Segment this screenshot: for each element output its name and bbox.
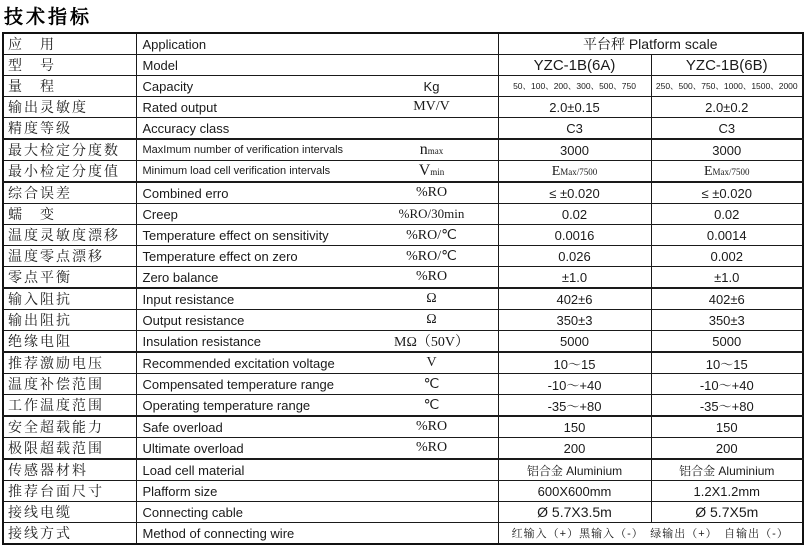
unit-nmax bbox=[366, 141, 498, 159]
spec-table bbox=[2, 32, 804, 545]
label-en-text: Recommended excitation voltage bbox=[142, 355, 335, 371]
unit-text: Ω bbox=[426, 312, 437, 327]
row-rated-output bbox=[3, 97, 803, 118]
label-cn-creep: 蠕 变 bbox=[3, 204, 136, 225]
value-accuracy-6b: C3 bbox=[651, 118, 803, 140]
value-rated-output-6a: 2.0±0.15 bbox=[498, 97, 651, 118]
label-en-text: Accuracy class bbox=[142, 120, 230, 136]
label-en-input-resistance bbox=[136, 288, 498, 310]
value-vmin-6b bbox=[651, 161, 803, 183]
value-platform-size-6b: 1.2X1.2mm bbox=[651, 481, 803, 502]
label-cn-output-resistance: 输出阻抗 bbox=[3, 310, 136, 331]
row-max-verification-intervals bbox=[3, 139, 803, 161]
row-operating-temp-range bbox=[3, 395, 803, 417]
value-material-6a: 铝合金 Aluminium bbox=[498, 459, 651, 481]
label-en-text: Load cell material bbox=[142, 462, 245, 478]
row-input-resistance bbox=[3, 288, 803, 310]
row-zero-balance bbox=[3, 267, 803, 289]
label-cn-material: 传感器材料 bbox=[3, 459, 136, 481]
unit-vmin bbox=[366, 162, 498, 180]
unit-text: Ω bbox=[426, 291, 437, 306]
unit-text: %RO bbox=[415, 419, 448, 434]
label-en-text: Ultimate overload bbox=[142, 440, 244, 456]
value-creep-6b: 0.02 bbox=[651, 204, 803, 225]
value-model-6a: YZC-1B(6A) bbox=[498, 55, 651, 76]
label-en-excitation bbox=[136, 352, 498, 374]
label-en-operating-temp bbox=[136, 395, 498, 417]
value-output-resistance-6a: 350±3 bbox=[498, 310, 651, 331]
value-combined-error-6b: ≤ ±0.020 bbox=[651, 182, 803, 204]
label-cn-safe-overload: 安全超载能力 bbox=[3, 416, 136, 438]
unit-text: MΩ（50V） bbox=[394, 335, 469, 350]
unit-subscript: min bbox=[430, 167, 445, 177]
value-excitation-6a: 10～15 bbox=[498, 352, 651, 374]
label-en-text: Zero balance bbox=[142, 269, 219, 285]
value-platform-size-6a: 600X600mm bbox=[498, 481, 651, 502]
label-en-text: Insulation resistance bbox=[142, 333, 262, 349]
label-en-text: MaxImum number of verification intervals bbox=[142, 144, 344, 156]
label-cn-vmin: 最小检定分度值 bbox=[3, 161, 136, 183]
page-title: 技术指标 bbox=[4, 7, 93, 28]
label-en-text: Temperature effect on zero bbox=[142, 248, 298, 264]
value-model-6b: YZC-1B(6B) bbox=[651, 55, 803, 76]
row-safe-overload bbox=[3, 416, 803, 438]
value-zero-balance-6a: ±1.0 bbox=[498, 267, 651, 289]
label-cn-cable: 接线电缆 bbox=[3, 502, 136, 523]
label-en-safe-overload bbox=[136, 416, 498, 438]
row-capacity bbox=[3, 76, 803, 97]
label-en-cable bbox=[136, 502, 498, 523]
label-en-zero-balance bbox=[136, 267, 498, 289]
label-cn-model: 型 号 bbox=[3, 55, 136, 76]
label-cn-input-resistance: 输入阻抗 bbox=[3, 288, 136, 310]
value-temp-zero-6a: 0.026 bbox=[498, 246, 651, 267]
label-en-nmax bbox=[136, 139, 498, 161]
row-insulation-resistance bbox=[3, 331, 803, 353]
value-application-span: 平台秤 Platform scale bbox=[498, 33, 803, 55]
label-en-text: Connecting cable bbox=[142, 504, 243, 520]
unit-symbol: V bbox=[418, 162, 431, 179]
row-model bbox=[3, 55, 803, 76]
row-excitation-voltage bbox=[3, 352, 803, 374]
label-en-creep bbox=[136, 204, 498, 225]
label-cn-compensated-temp: 温度补偿范围 bbox=[3, 374, 136, 395]
row-temp-effect-zero bbox=[3, 246, 803, 267]
label-en-text: Safe overload bbox=[142, 419, 223, 435]
label-cn-temp-sensitivity: 温度灵敏度漂移 bbox=[3, 225, 136, 246]
value-operating-temp-6b: -35～+80 bbox=[651, 395, 803, 417]
value-accuracy-6a: C3 bbox=[498, 118, 651, 140]
unit-text: %RO bbox=[415, 185, 448, 200]
label-cn-temp-zero: 温度零点漂移 bbox=[3, 246, 136, 267]
label-en-text: Model bbox=[142, 57, 178, 73]
row-temp-effect-sensitivity bbox=[3, 225, 803, 246]
value-zero-balance-6b: ±1.0 bbox=[651, 267, 803, 289]
row-accuracy-class bbox=[3, 118, 803, 140]
value-combined-error-6a: ≤ ±0.020 bbox=[498, 182, 651, 204]
unit-text: %RO/℃ bbox=[406, 227, 457, 243]
value-subscript: Max/7500 bbox=[560, 166, 598, 177]
row-compensated-temp-range bbox=[3, 374, 803, 395]
label-cn-operating-temp: 工作温度范围 bbox=[3, 395, 136, 417]
row-platform-size bbox=[3, 481, 803, 502]
value-cable-6a: Ø 5.7X3.5m bbox=[498, 502, 651, 523]
unit-text: %RO/℃ bbox=[406, 248, 457, 264]
value-symbol: E bbox=[703, 163, 713, 179]
label-cn-combined-error: 综合误差 bbox=[3, 182, 136, 204]
label-en-wire-method bbox=[136, 523, 498, 545]
label-en-text: Application bbox=[142, 36, 207, 52]
label-en-rated-output bbox=[136, 97, 498, 118]
value-creep-6a: 0.02 bbox=[498, 204, 651, 225]
label-en-text: Plafform size bbox=[142, 483, 218, 499]
unit-text: %RO bbox=[415, 269, 448, 284]
value-material-6b: 铝合金 Aluminium bbox=[651, 459, 803, 481]
label-cn-capacity: 量 程 bbox=[3, 76, 136, 97]
value-ultimate-overload-6b: 200 bbox=[651, 438, 803, 460]
label-en-text: Compensated temperature range bbox=[142, 376, 335, 392]
value-nmax-6a: 3000 bbox=[498, 139, 651, 161]
row-combined-error bbox=[3, 182, 803, 204]
unit-symbol: n bbox=[419, 141, 428, 158]
value-output-resistance-6b: 350±3 bbox=[651, 310, 803, 331]
label-en-material bbox=[136, 459, 498, 481]
label-cn-ultimate-overload: 极限超载范围 bbox=[3, 438, 136, 460]
label-en-combined-error bbox=[136, 182, 498, 204]
label-en-text: Capacity bbox=[142, 78, 194, 94]
label-en-output-resistance bbox=[136, 310, 498, 331]
label-cn-excitation: 推荐激励电压 bbox=[3, 352, 136, 374]
spec-table-body bbox=[3, 33, 803, 544]
label-cn-zero-balance: 零点平衡 bbox=[3, 267, 136, 289]
value-temp-sensitivity-6a: 0.0016 bbox=[498, 225, 651, 246]
unit-text: Kg bbox=[423, 78, 440, 94]
unit-subscript: max bbox=[427, 146, 444, 156]
label-en-application bbox=[136, 33, 498, 55]
label-en-text: Operating temperature range bbox=[142, 397, 311, 413]
label-cn-accuracy: 精度等级 bbox=[3, 118, 136, 140]
row-load-cell-material bbox=[3, 459, 803, 481]
unit-text: %RO/30min bbox=[398, 206, 465, 221]
label-cn-wire-method: 接线方式 bbox=[3, 523, 136, 545]
value-temp-zero-6b: 0.002 bbox=[651, 246, 803, 267]
label-en-text: Temperature effect on sensitivity bbox=[142, 227, 329, 243]
value-symbol: E bbox=[551, 163, 561, 179]
label-cn-rated-output: 输出灵敏度 bbox=[3, 97, 136, 118]
value-operating-temp-6a: -35～+80 bbox=[498, 395, 651, 417]
value-capacity-6a: 50、100、200、300、500、750 bbox=[498, 76, 651, 97]
value-subscript: Max/7500 bbox=[712, 166, 750, 177]
label-en-capacity bbox=[136, 76, 498, 97]
value-nmax-6b: 3000 bbox=[651, 139, 803, 161]
value-compensated-temp-6a: -10～+40 bbox=[498, 374, 651, 395]
value-insulation-6a: 5000 bbox=[498, 331, 651, 353]
value-ultimate-overload-6a: 200 bbox=[498, 438, 651, 460]
value-capacity-6b: 250、500、750、1000、1500、2000 bbox=[651, 76, 803, 97]
label-en-text: Input resistance bbox=[142, 291, 235, 307]
value-safe-overload-6a: 150 bbox=[498, 416, 651, 438]
label-en-temp-zero bbox=[136, 246, 498, 267]
unit-text: ℃ bbox=[423, 376, 440, 392]
label-cn-insulation: 绝缘电阻 bbox=[3, 331, 136, 353]
value-cable-6b: Ø 5.7X5m bbox=[651, 502, 803, 523]
row-connecting-cable bbox=[3, 502, 803, 523]
label-en-platform-size bbox=[136, 481, 498, 502]
value-insulation-6b: 5000 bbox=[651, 331, 803, 353]
label-en-text: Creep bbox=[142, 206, 178, 222]
value-safe-overload-6b: 150 bbox=[651, 416, 803, 438]
label-en-ultimate-overload bbox=[136, 438, 498, 460]
label-en-text: Combined erro bbox=[142, 185, 229, 201]
label-en-insulation bbox=[136, 331, 498, 353]
row-ultimate-overload bbox=[3, 438, 803, 460]
value-wire-method-span: 红输入（+）黑输入（-） 绿输出（+） 自输出（-） bbox=[498, 523, 803, 545]
label-en-text: Rated output bbox=[142, 99, 217, 115]
label-en-text: Method of connecting wire bbox=[142, 525, 295, 541]
label-en-temp-sensitivity bbox=[136, 225, 498, 246]
label-cn-platform-size: 推荐台面尺寸 bbox=[3, 481, 136, 502]
row-min-verification-intervals bbox=[3, 161, 803, 183]
label-cn-application: 应 用 bbox=[3, 33, 136, 55]
label-cn-nmax: 最大检定分度数 bbox=[3, 139, 136, 161]
label-en-text: Minimum load cell verification intervals bbox=[142, 165, 331, 177]
value-input-resistance-6b: 402±6 bbox=[651, 288, 803, 310]
row-connecting-wire-method bbox=[3, 523, 803, 545]
label-en-vmin bbox=[136, 161, 498, 183]
value-compensated-temp-6b: -10～+40 bbox=[651, 374, 803, 395]
value-input-resistance-6a: 402±6 bbox=[498, 288, 651, 310]
label-en-compensated-temp bbox=[136, 374, 498, 395]
value-excitation-6b: 10～15 bbox=[651, 352, 803, 374]
unit-text: ℃ bbox=[423, 397, 440, 413]
value-temp-sensitivity-6b: 0.0014 bbox=[651, 225, 803, 246]
row-application bbox=[3, 33, 803, 55]
unit-text: V bbox=[426, 355, 437, 370]
row-output-resistance bbox=[3, 310, 803, 331]
label-en-accuracy bbox=[136, 118, 498, 140]
unit-text: %RO bbox=[415, 440, 448, 455]
unit-text: MV/V bbox=[413, 99, 450, 114]
value-vmin-6a bbox=[498, 161, 651, 183]
value-rated-output-6b: 2.0±0.2 bbox=[651, 97, 803, 118]
row-creep bbox=[3, 204, 803, 225]
label-en-model bbox=[136, 55, 498, 76]
label-en-text: Output resistance bbox=[142, 312, 245, 328]
